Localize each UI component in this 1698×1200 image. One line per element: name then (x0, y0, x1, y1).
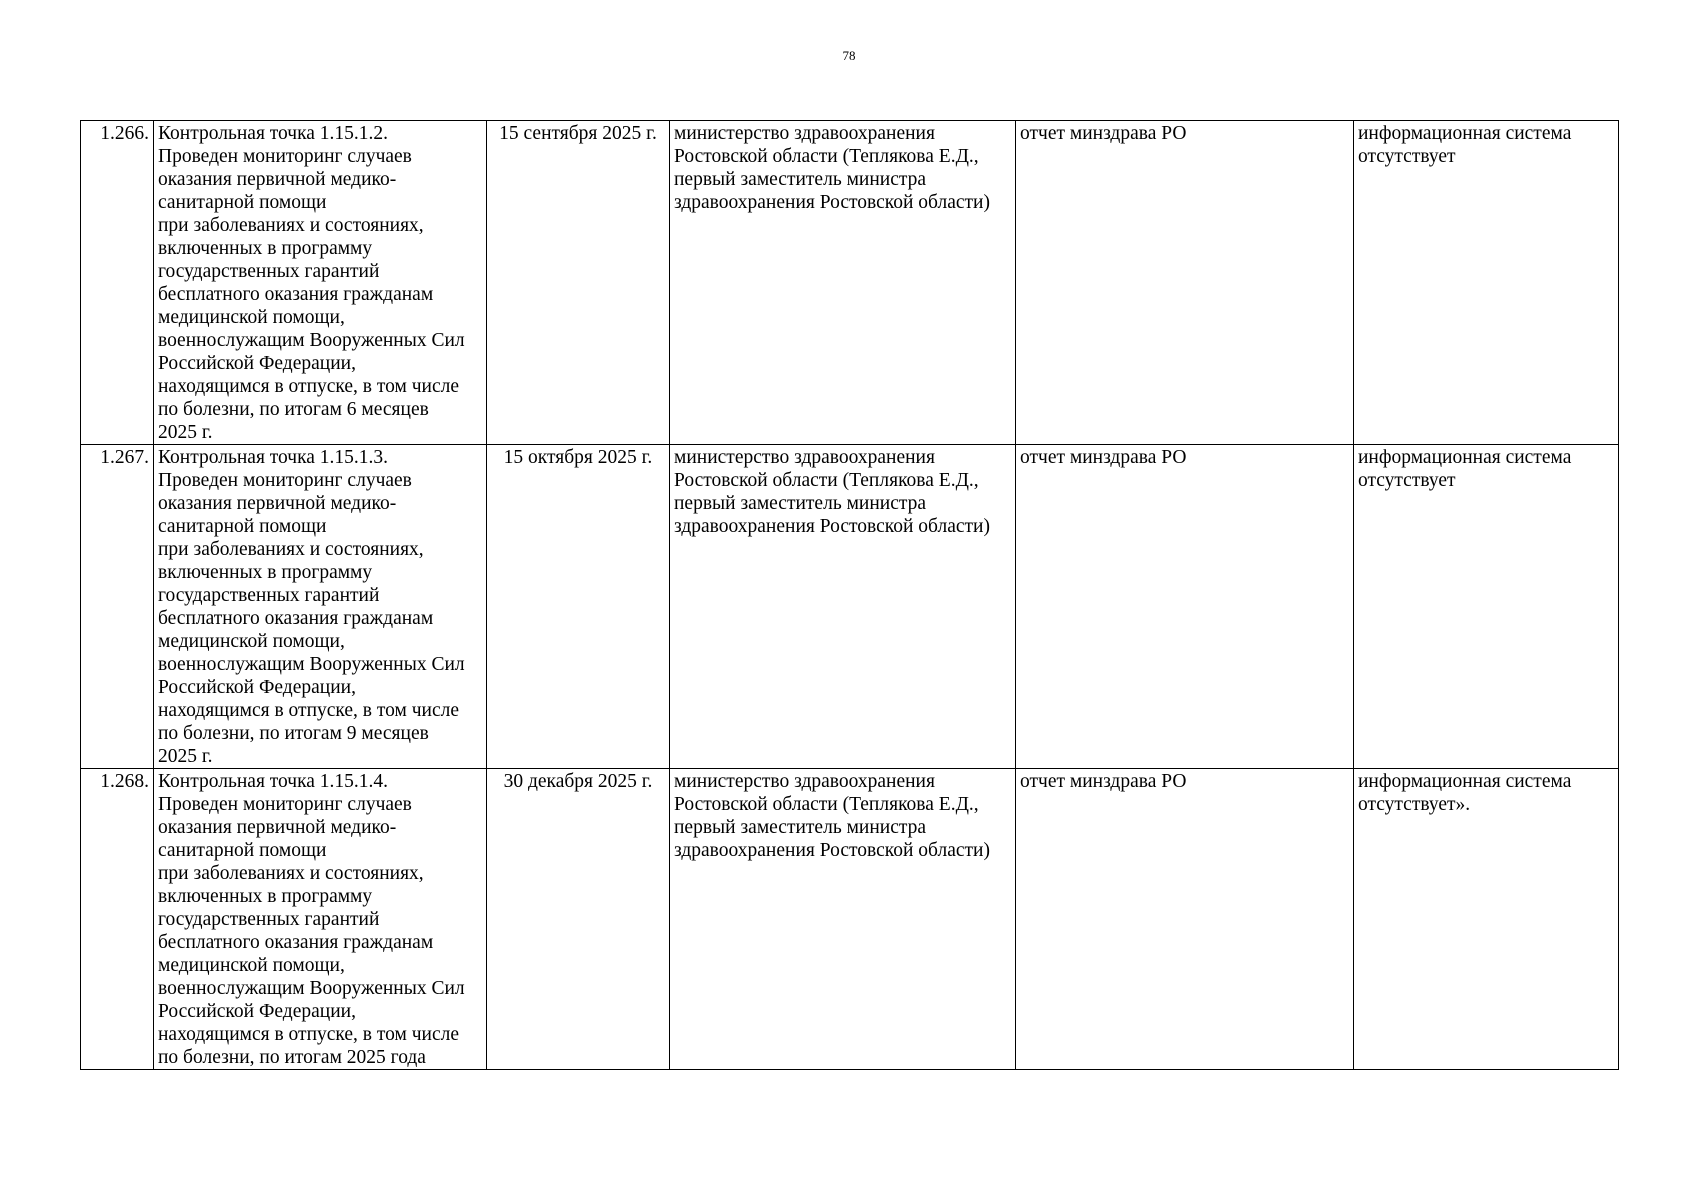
system-line: информационная система (1358, 447, 1572, 468)
table-row (81, 445, 1619, 769)
description-line: санитарной помощи (158, 192, 327, 213)
description-line: Контрольная точка 1.15.1.4. (158, 771, 389, 792)
responsible-line: Ростовской области (Теплякова Е.Д., (674, 470, 979, 491)
description-line: оказания первичной медико- (158, 817, 397, 838)
responsible-line: Ростовской области (Теплякова Е.Д., (674, 146, 979, 167)
description-line: при заболеваниях и состояниях, (158, 863, 424, 884)
description-line: Контрольная точка 1.15.1.3. (158, 447, 389, 468)
description-line: государственных гарантий (158, 261, 380, 282)
description-line: государственных гарантий (158, 585, 380, 606)
row-number-cell: 1.267. (81, 445, 154, 769)
system-line: отсутствует (1358, 470, 1456, 491)
responsible-line: первый заместитель министра (674, 169, 927, 190)
responsible-line: здравоохранения Ростовской области) (674, 192, 990, 213)
table-row (81, 121, 1619, 445)
description-line: при заболеваниях и состояниях, (158, 539, 424, 560)
description-line: военнослужащим Вооруженных Сил (158, 654, 465, 675)
report-cell: отчет минздрава РО (1016, 445, 1354, 769)
description-line: включенных в программу (158, 562, 373, 583)
description-line: Проведен мониторинг случаев (158, 470, 412, 491)
description-line: военнослужащим Вооруженных Сил (158, 330, 465, 351)
description-line: медицинской помощи, (158, 955, 345, 976)
description-cell (154, 769, 487, 1070)
date-cell: 30 декабря 2025 г. (487, 769, 670, 1070)
description-line: включенных в программу (158, 886, 373, 907)
description-line: находящимся в отпуске, в том числе (158, 1024, 460, 1045)
description-line: Российской Федерации, (158, 677, 356, 698)
description-line: Проведен мониторинг случаев (158, 146, 412, 167)
description-line: государственных гарантий (158, 909, 380, 930)
description-line: медицинской помощи, (158, 307, 345, 328)
responsible-line: Ростовской области (Теплякова Е.Д., (674, 794, 979, 815)
description-line: Российской Федерации, (158, 1001, 356, 1022)
description-line: бесплатного оказания гражданам (158, 608, 434, 629)
description-line: оказания первичной медико- (158, 169, 397, 190)
description-line: бесплатного оказания гражданам (158, 284, 434, 305)
row-number-cell: 1.266. (81, 121, 154, 445)
control-points-table (80, 120, 1619, 1070)
description-line: находящимся в отпуске, в том числе (158, 700, 460, 721)
responsible-line: первый заместитель министра (674, 493, 927, 514)
description-line: оказания первичной медико- (158, 493, 397, 514)
system-cell (1354, 445, 1619, 769)
system-line: информационная система (1358, 123, 1572, 144)
system-cell (1354, 121, 1619, 445)
page-number: 78 (842, 48, 856, 63)
date-cell: 15 сентября 2025 г. (487, 121, 670, 445)
responsible-line: министерство здравоохранения (674, 771, 935, 792)
description-line: по болезни, по итогам 9 месяцев (158, 723, 429, 744)
description-line: военнослужащим Вооруженных Сил (158, 978, 465, 999)
system-line: информационная система (1358, 771, 1572, 792)
description-line: включенных в программу (158, 238, 373, 259)
date-cell: 15 октября 2025 г. (487, 445, 670, 769)
table-row (81, 769, 1619, 1070)
description-line: Проведен мониторинг случаев (158, 794, 412, 815)
responsible-line: здравоохранения Ростовской области) (674, 840, 990, 861)
description-line: Российской Федерации, (158, 353, 356, 374)
responsible-line: первый заместитель министра (674, 817, 927, 838)
responsible-line: министерство здравоохранения (674, 447, 935, 468)
report-cell: отчет минздрава РО (1016, 121, 1354, 445)
responsible-cell (670, 121, 1016, 445)
responsible-line: здравоохранения Ростовской области) (674, 516, 990, 537)
system-line: отсутствует (1358, 146, 1456, 167)
description-line: по болезни, по итогам 2025 года (158, 1047, 426, 1068)
description-cell (154, 445, 487, 769)
row-number-cell: 1.268. (81, 769, 154, 1070)
responsible-cell (670, 769, 1016, 1070)
system-cell (1354, 769, 1619, 1070)
description-line: по болезни, по итогам 6 месяцев (158, 399, 429, 420)
description-line: 2025 г. (158, 422, 213, 443)
system-line: отсутствует». (1358, 794, 1471, 815)
responsible-line: министерство здравоохранения (674, 123, 935, 144)
description-line: санитарной помощи (158, 516, 327, 537)
description-line: находящимся в отпуске, в том числе (158, 376, 460, 397)
report-cell: отчет минздрава РО (1016, 769, 1354, 1070)
description-cell (154, 121, 487, 445)
description-line: Контрольная точка 1.15.1.2. (158, 123, 389, 144)
description-line: бесплатного оказания гражданам (158, 932, 434, 953)
description-line: при заболеваниях и состояниях, (158, 215, 424, 236)
responsible-cell (670, 445, 1016, 769)
description-line: 2025 г. (158, 746, 213, 767)
description-line: санитарной помощи (158, 840, 327, 861)
description-line: медицинской помощи, (158, 631, 345, 652)
